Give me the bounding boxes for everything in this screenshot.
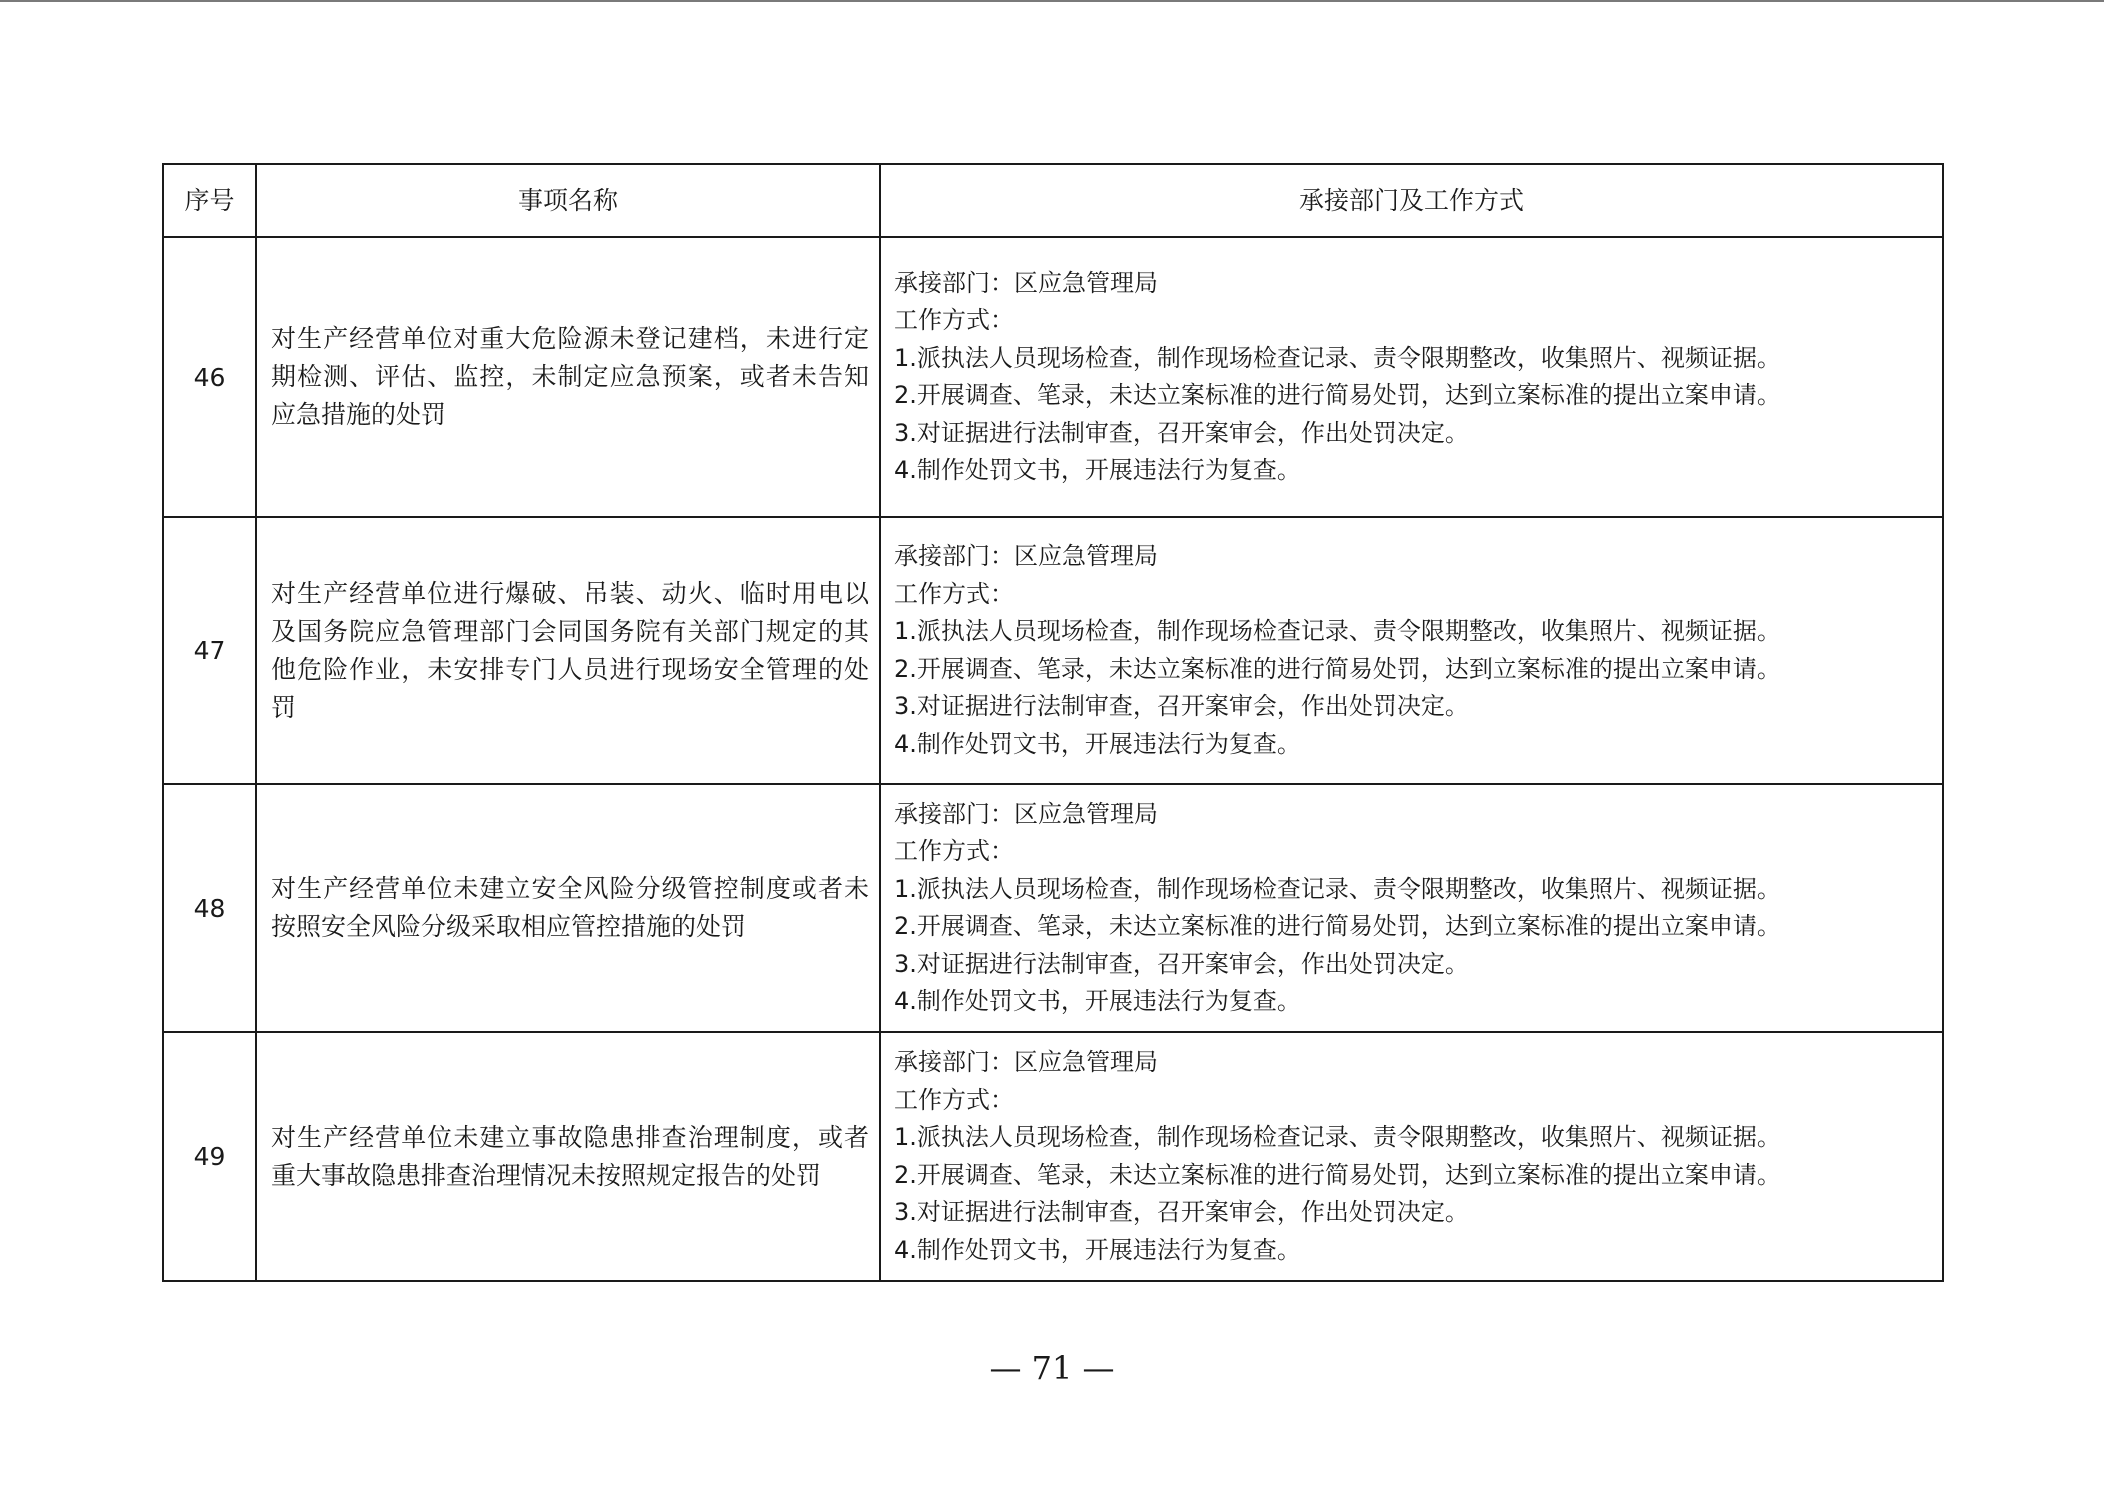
method-step: 1.派执法人员现场检查，制作现场检查记录、责令限期整改，收集照片、视频证据。 bbox=[894, 617, 1781, 645]
dept-line: 承接部门：区应急管理局 bbox=[894, 799, 1158, 828]
method-label: 工作方式： bbox=[894, 306, 1014, 334]
dept-line: 承接部门：区应急管理局 bbox=[894, 268, 1158, 297]
method-step: 4.制作处罚文书，开展违法行为复查。 bbox=[894, 1235, 1301, 1264]
method-step: 2.开展调查、笔录，未达立案标准的进行简易处罚，达到立案标准的提出立案申请。 bbox=[894, 381, 1781, 409]
row-seq: 47 bbox=[163, 517, 256, 784]
method-step: 1.派执法人员现场检查，制作现场检查记录、责令限期整改，收集照片、视频证据。 bbox=[894, 343, 1781, 372]
method-step: 3.对证据进行法制审查，召开案审会，作出处罚决定。 bbox=[894, 1198, 1469, 1226]
method-step: 3.对证据进行法制审查，召开案审会，作出处罚决定。 bbox=[894, 418, 1469, 447]
table-header-row bbox=[163, 164, 1943, 237]
method-step: 3.对证据进行法制审查，召开案审会，作出处罚决定。 bbox=[894, 692, 1469, 720]
method-step: 4.制作处罚文书，开展违法行为复查。 bbox=[894, 729, 1301, 758]
header-seq: 序号 bbox=[163, 164, 256, 237]
header-item-name: 事项名称 bbox=[256, 164, 880, 237]
dept-line: 承接部门：区应急管理局 bbox=[894, 1048, 1158, 1076]
page-number: — 71 — bbox=[989, 1349, 1115, 1387]
table-row bbox=[163, 1032, 1943, 1281]
row-item-name: 对生产经营单位未建立安全风险分级管控制度或者未按照安全风险分级采取相应管控措施的处罚 bbox=[256, 784, 880, 1032]
enforcement-items-table bbox=[162, 163, 1944, 1282]
method-label: 工作方式： bbox=[894, 837, 1014, 865]
row-item-name: 对生产经营单位对重大危险源未登记建档，未进行定期检测、评估、监控，未制定应急预案，或者未告知应急措施的处罚 bbox=[256, 237, 880, 517]
method-step: 2.开展调查、笔录，未达立案标准的进行简易处罚，达到立案标准的提出立案申请。 bbox=[894, 1160, 1781, 1189]
table-row bbox=[163, 237, 1943, 517]
row-dept-method bbox=[880, 517, 1943, 784]
method-step: 1.派执法人员现场检查，制作现场检查记录、责令限期整改，收集照片、视频证据。 bbox=[894, 874, 1781, 903]
method-step: 3.对证据进行法制审查，召开案审会，作出处罚决定。 bbox=[894, 949, 1469, 978]
header-dept-method: 承接部门及工作方式 bbox=[880, 164, 1943, 237]
row-dept-method bbox=[880, 237, 1943, 517]
method-step: 4.制作处罚文书，开展违法行为复查。 bbox=[894, 456, 1301, 484]
table-row bbox=[163, 517, 1943, 784]
method-label: 工作方式： bbox=[894, 579, 1014, 608]
method-step: 4.制作处罚文书，开展违法行为复查。 bbox=[894, 987, 1301, 1015]
row-seq: 46 bbox=[163, 237, 256, 517]
row-item-name: 对生产经营单位未建立事故隐患排查治理制度，或者重大事故隐患排查治理情况未按照规定报告的处罚 bbox=[256, 1032, 880, 1281]
row-dept-method bbox=[880, 784, 1943, 1032]
method-step: 2.开展调查、笔录，未达立案标准的进行简易处罚，达到立案标准的提出立案申请。 bbox=[894, 654, 1781, 683]
method-step: 1.派执法人员现场检查，制作现场检查记录、责令限期整改，收集照片、视频证据。 bbox=[894, 1123, 1781, 1151]
method-label: 工作方式： bbox=[894, 1085, 1014, 1114]
table-row bbox=[163, 784, 1943, 1032]
row-item-name: 对生产经营单位进行爆破、吊装、动火、临时用电以及国务院应急管理部门会同国务院有关部门规定的其他危险作业，未安排专门人员进行现场安全管理的处罚 bbox=[256, 517, 880, 784]
row-seq: 49 bbox=[163, 1032, 256, 1281]
dept-line: 承接部门：区应急管理局 bbox=[894, 542, 1158, 570]
row-seq: 48 bbox=[163, 784, 256, 1032]
method-step: 2.开展调查、笔录，未达立案标准的进行简易处罚，达到立案标准的提出立案申请。 bbox=[894, 912, 1781, 940]
row-dept-method bbox=[880, 1032, 1943, 1281]
page-top-rule bbox=[0, 0, 2104, 2]
